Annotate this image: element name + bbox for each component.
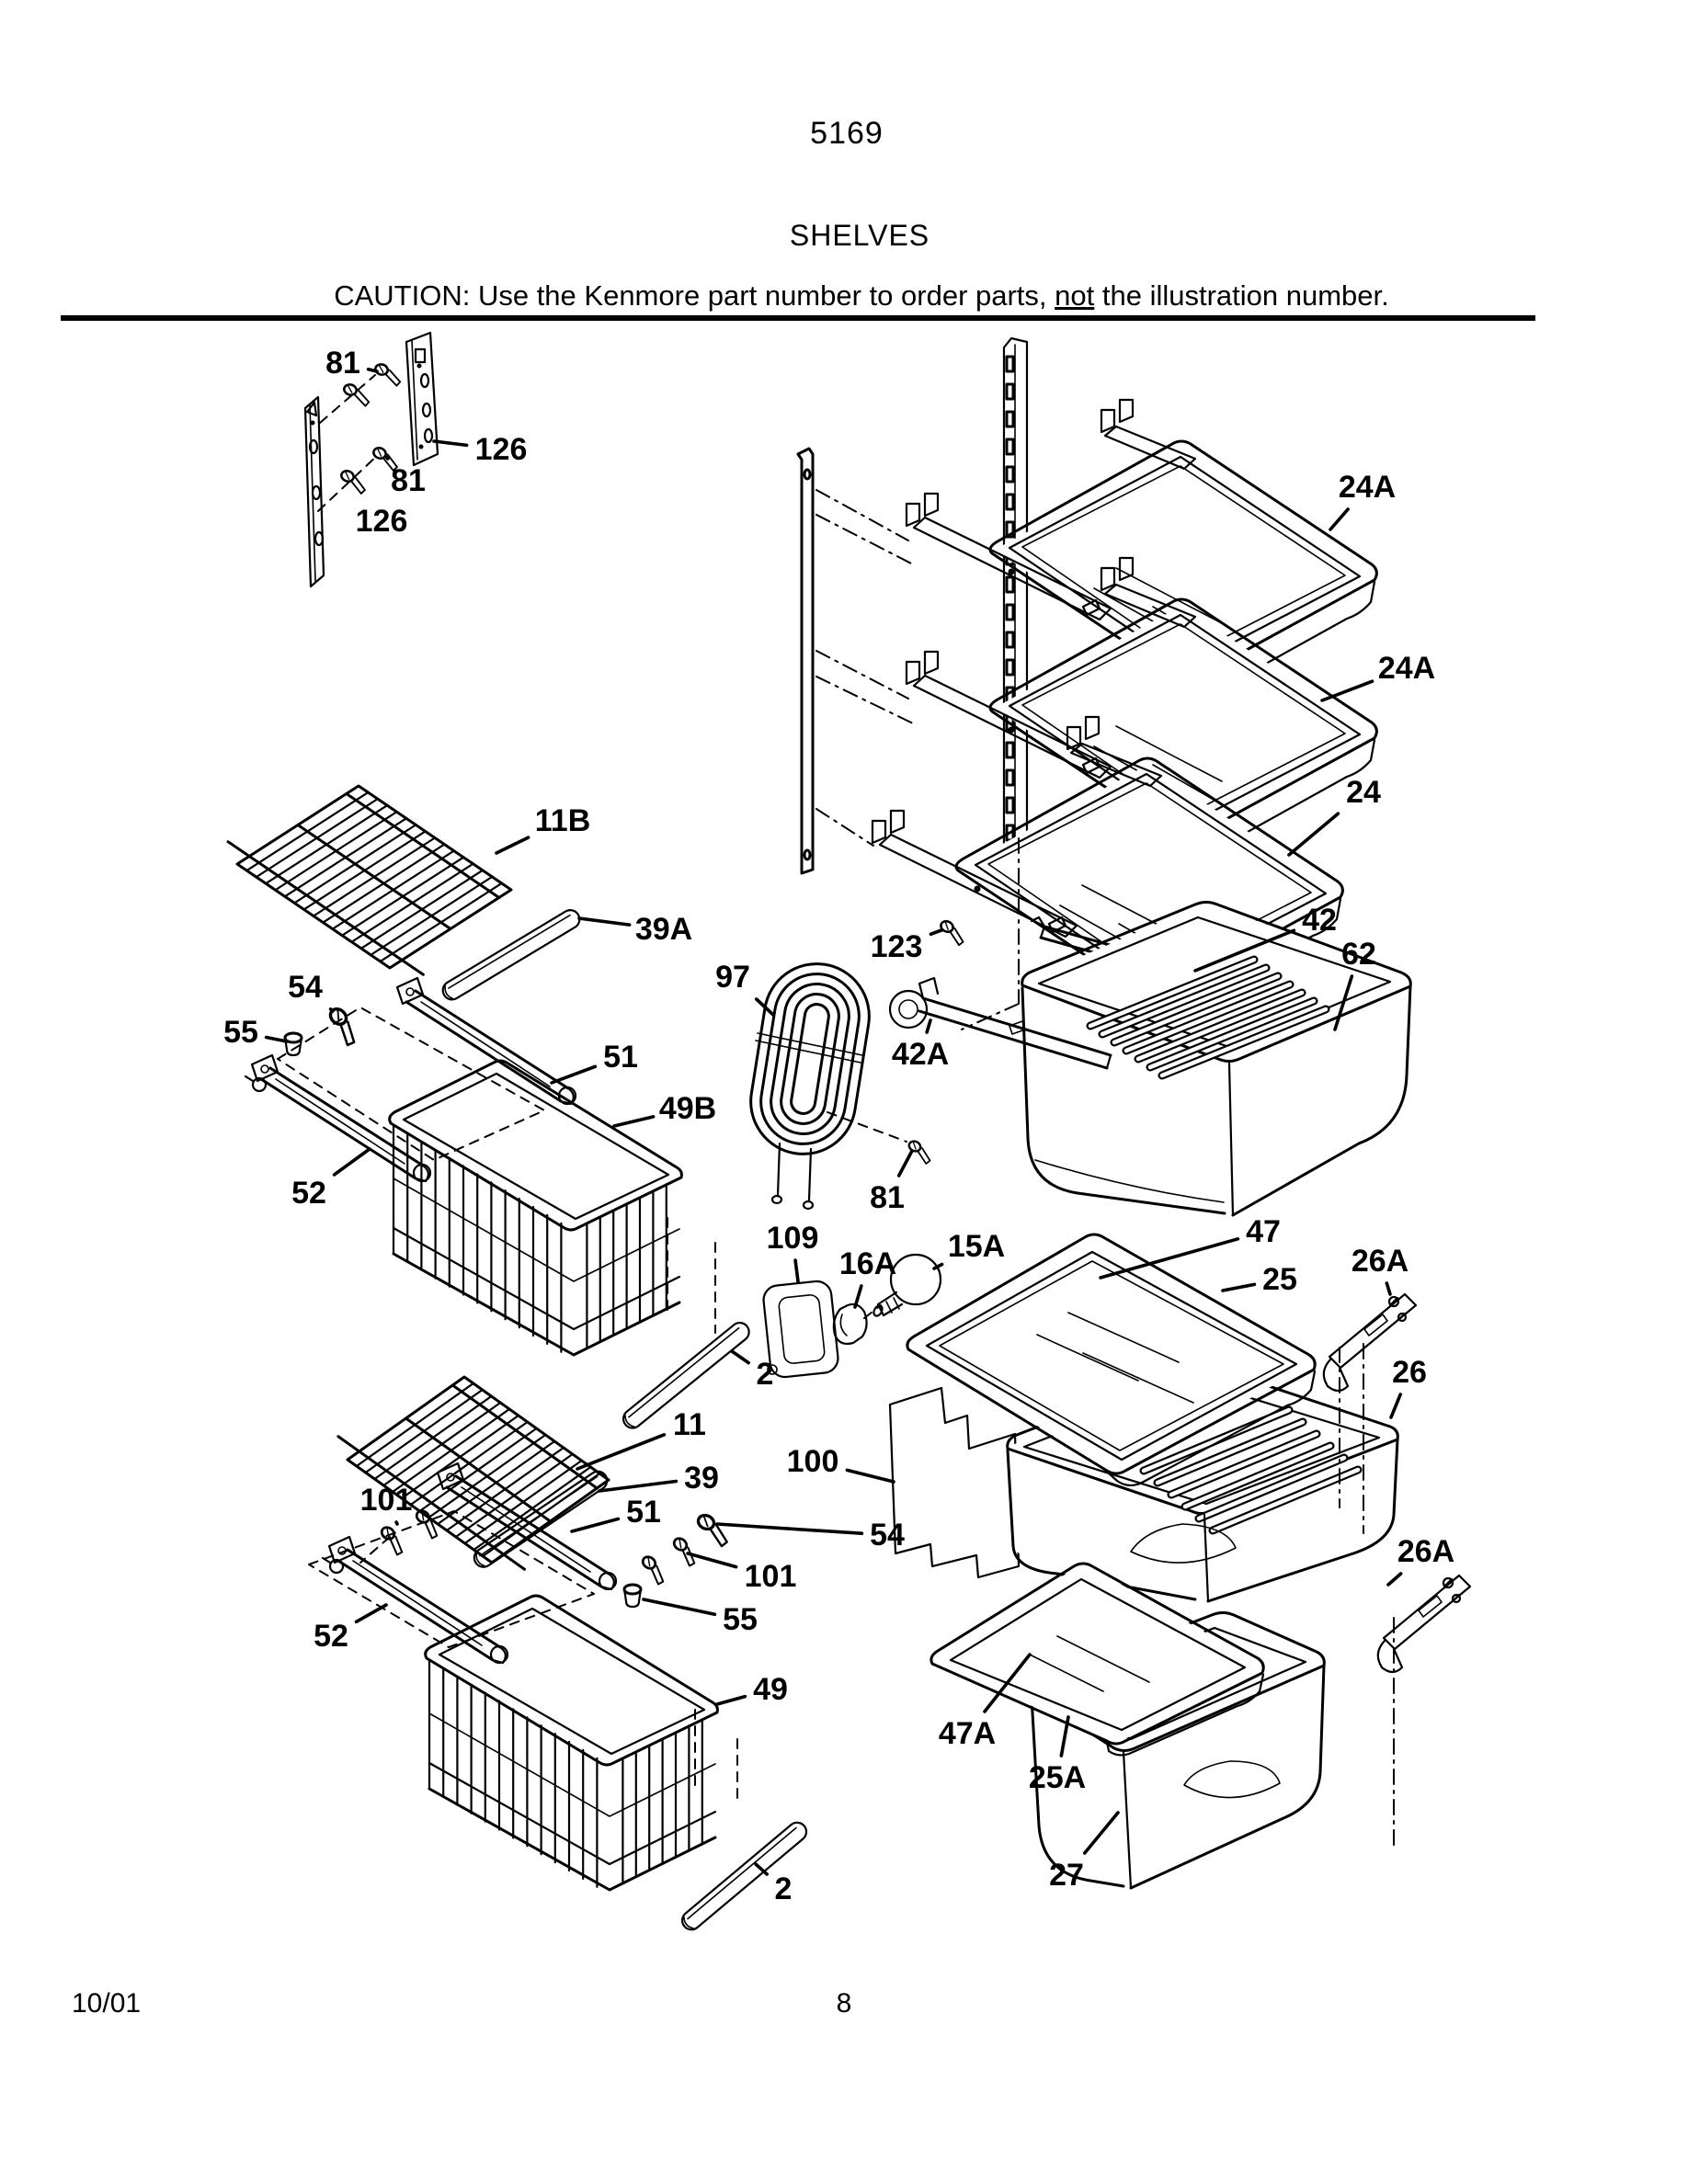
part-label-47: 47 <box>1246 1214 1281 1249</box>
leader-line <box>386 457 388 459</box>
part-label-51: 51 <box>603 1040 638 1075</box>
leader-line <box>434 441 467 445</box>
part-label-39A: 39A <box>634 912 693 947</box>
coil-97 <box>743 956 876 1209</box>
screw-81-a <box>372 363 403 386</box>
part-label-126: 126 <box>474 432 528 467</box>
part-label-42: 42 <box>1302 903 1337 938</box>
part-label-101: 101 <box>359 1483 413 1518</box>
part-label-49: 49 <box>753 1672 788 1707</box>
part-label-2: 2 <box>774 1871 793 1906</box>
part-label-52: 52 <box>314 1619 348 1654</box>
bracket-126-left <box>305 397 324 586</box>
leader-line <box>855 1286 861 1307</box>
leader-line <box>1386 1283 1390 1294</box>
leader-line <box>1322 681 1373 700</box>
part-label-81: 81 <box>870 1180 905 1215</box>
part-label-39: 39 <box>684 1461 719 1496</box>
leader-line <box>899 1151 912 1176</box>
part-label-49B: 49B <box>658 1091 717 1126</box>
part-label-55: 55 <box>723 1602 758 1637</box>
part-label-100: 100 <box>786 1444 839 1479</box>
leader-line <box>717 1524 861 1533</box>
screw-54-upper <box>322 1006 365 1047</box>
part-label-81: 81 <box>325 346 360 381</box>
part-label-2: 2 <box>756 1357 774 1392</box>
screw-101-c <box>636 1554 670 1586</box>
leader-line <box>795 1260 798 1281</box>
grommet-55-upper <box>285 1033 302 1055</box>
model-number: 5169 <box>810 116 884 151</box>
part-label-25: 25 <box>1262 1262 1297 1297</box>
part-label-126: 126 <box>355 504 408 539</box>
leader-line <box>496 837 529 853</box>
leader-line <box>1289 813 1338 855</box>
screw-54-lower <box>692 1513 734 1548</box>
caution-underlined-word: not <box>1055 279 1095 312</box>
part-label-27: 27 <box>1049 1858 1084 1893</box>
leader-line <box>331 1009 333 1011</box>
part-label-123: 123 <box>870 929 923 964</box>
caution-prefix: CAUTION: Use the Kenmore part number to order parts, <box>334 279 1055 312</box>
screw-101-d <box>667 1536 701 1567</box>
leader-line <box>927 1020 930 1032</box>
part-label-15A: 15A <box>947 1229 1006 1264</box>
part-label-62: 62 <box>1341 937 1376 972</box>
part-label-81: 81 <box>391 463 426 498</box>
part-label-11: 11 <box>673 1407 706 1442</box>
leader-line <box>572 1519 618 1531</box>
footer-page-number: 8 <box>836 1988 852 2019</box>
part-label-42A: 42A <box>891 1037 950 1072</box>
part-label-24A: 24A <box>1338 470 1397 505</box>
thin-wall-rail <box>798 449 813 873</box>
wire-shelf-11b <box>228 786 511 974</box>
leader-line <box>335 1149 370 1175</box>
liner-100 <box>890 1388 1019 1577</box>
leader-line <box>396 1522 397 1524</box>
slide-rail-52-upper <box>245 1055 430 1181</box>
slide-rail-51-upper <box>397 978 576 1104</box>
footer-date: 10/01 <box>72 1988 142 2019</box>
part-label-24: 24 <box>1346 775 1381 810</box>
part-label-24A: 24A <box>1377 651 1436 686</box>
leader-line <box>1388 1574 1401 1585</box>
part-label-47A: 47A <box>938 1716 997 1751</box>
leader-line <box>552 1066 595 1083</box>
leader-line <box>579 918 630 925</box>
wire-shelf-11 <box>338 1377 609 1569</box>
leader-line <box>930 930 941 934</box>
shelf-bracket-26a-lower <box>1378 1575 1470 1672</box>
lamp-socket-16a <box>834 1304 867 1344</box>
leader-line <box>1391 1394 1400 1417</box>
leader-line <box>717 1697 745 1704</box>
part-label-55: 55 <box>223 1015 258 1050</box>
page-title: SHELVES <box>789 219 930 252</box>
leader-line <box>1223 1284 1254 1291</box>
lamp-cover-109 <box>762 1280 839 1378</box>
part-label-52: 52 <box>291 1176 326 1211</box>
part-label-25A: 25A <box>1028 1760 1087 1795</box>
part-label-11B: 11B <box>534 803 591 838</box>
caution-suffix: the illustration number. <box>1094 279 1389 312</box>
part-label-101: 101 <box>744 1559 797 1594</box>
leader-line <box>688 1553 736 1567</box>
leader-line <box>577 1435 664 1469</box>
bracket-126-right <box>406 333 438 465</box>
leader-line <box>847 1470 894 1482</box>
grommet-55-lower <box>624 1585 641 1607</box>
leader-line <box>369 370 377 371</box>
part-label-16A: 16A <box>838 1246 897 1281</box>
part-label-26: 26 <box>1392 1355 1427 1390</box>
leader-line <box>1330 509 1348 529</box>
leader-line <box>732 1351 748 1363</box>
leader-line <box>614 1117 654 1126</box>
screw-81-mid <box>905 1140 935 1165</box>
leader-line <box>357 1605 386 1621</box>
part-label-54: 54 <box>288 970 323 1005</box>
slotted-hang-rail <box>1004 338 1027 881</box>
screw-123 <box>936 919 968 946</box>
part-label-97: 97 <box>715 960 750 995</box>
part-label-26A: 26A <box>1397 1534 1455 1569</box>
screw-81-b <box>341 383 371 406</box>
part-label-51: 51 <box>626 1495 661 1530</box>
leader-line <box>644 1599 714 1614</box>
part-label-54: 54 <box>870 1518 905 1553</box>
part-label-26A: 26A <box>1351 1244 1409 1279</box>
leader-line <box>599 1481 676 1491</box>
part-label-109: 109 <box>766 1221 819 1256</box>
screw-81-d <box>337 469 369 494</box>
